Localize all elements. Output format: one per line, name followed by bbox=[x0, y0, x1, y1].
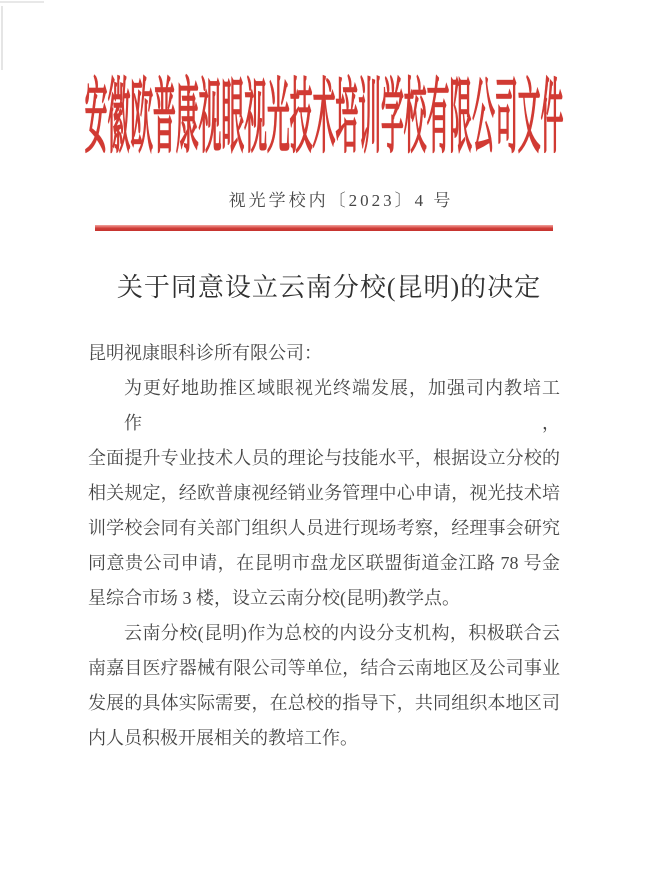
document-title: 关于同意设立云南分校(昆明)的决定 bbox=[116, 273, 542, 302]
body-line: 同意贵公司申请，在昆明市盘龙区联盟街道金江路 78 号金 bbox=[88, 553, 560, 573]
body-line: 相关规定，经欧普康视经销业务管理中心申请，视光技术培 bbox=[88, 483, 560, 503]
red-separator-rule bbox=[95, 225, 553, 231]
body-line: 南嘉目医疗器械有限公司等单位，结合云南地区及公司事业 bbox=[88, 658, 560, 678]
body-line: 发展的具体实际需要，在总校的指导下，共同组织本地区司 bbox=[88, 693, 560, 713]
body-line: 内人员积极开展相关的教培工作。 bbox=[88, 728, 358, 748]
body-line: 为更好地助推区域眼视光终端发展，加强司内教培工作， bbox=[124, 378, 560, 433]
body-line: 云南分校(昆明)作为总校的内设分支机构，积极联合云 bbox=[124, 623, 560, 643]
body-line: 全面提升专业技术人员的理论与技能水平，根据设立分校的 bbox=[88, 448, 560, 468]
letterhead bbox=[0, 74, 662, 162]
body-line: 星综合市场 3 楼，设立云南分校(昆明)教学点。 bbox=[88, 588, 460, 608]
scan-artifact-top-edge bbox=[0, 1, 44, 3]
body-line: 昆明视康眼科诊所有限公司： bbox=[88, 343, 322, 363]
document-number: 视光学校内〔2023〕4 号 bbox=[228, 191, 454, 210]
scan-artifact-left-edge bbox=[1, 6, 3, 70]
letterhead-title: 安徽欧普康视眼视光技术培训学校有限公司文件 bbox=[84, 72, 564, 163]
body-text bbox=[88, 336, 560, 756]
body-line: 训学校会同有关部门组织人员进行现场考察，经理事会研究 bbox=[88, 518, 560, 538]
